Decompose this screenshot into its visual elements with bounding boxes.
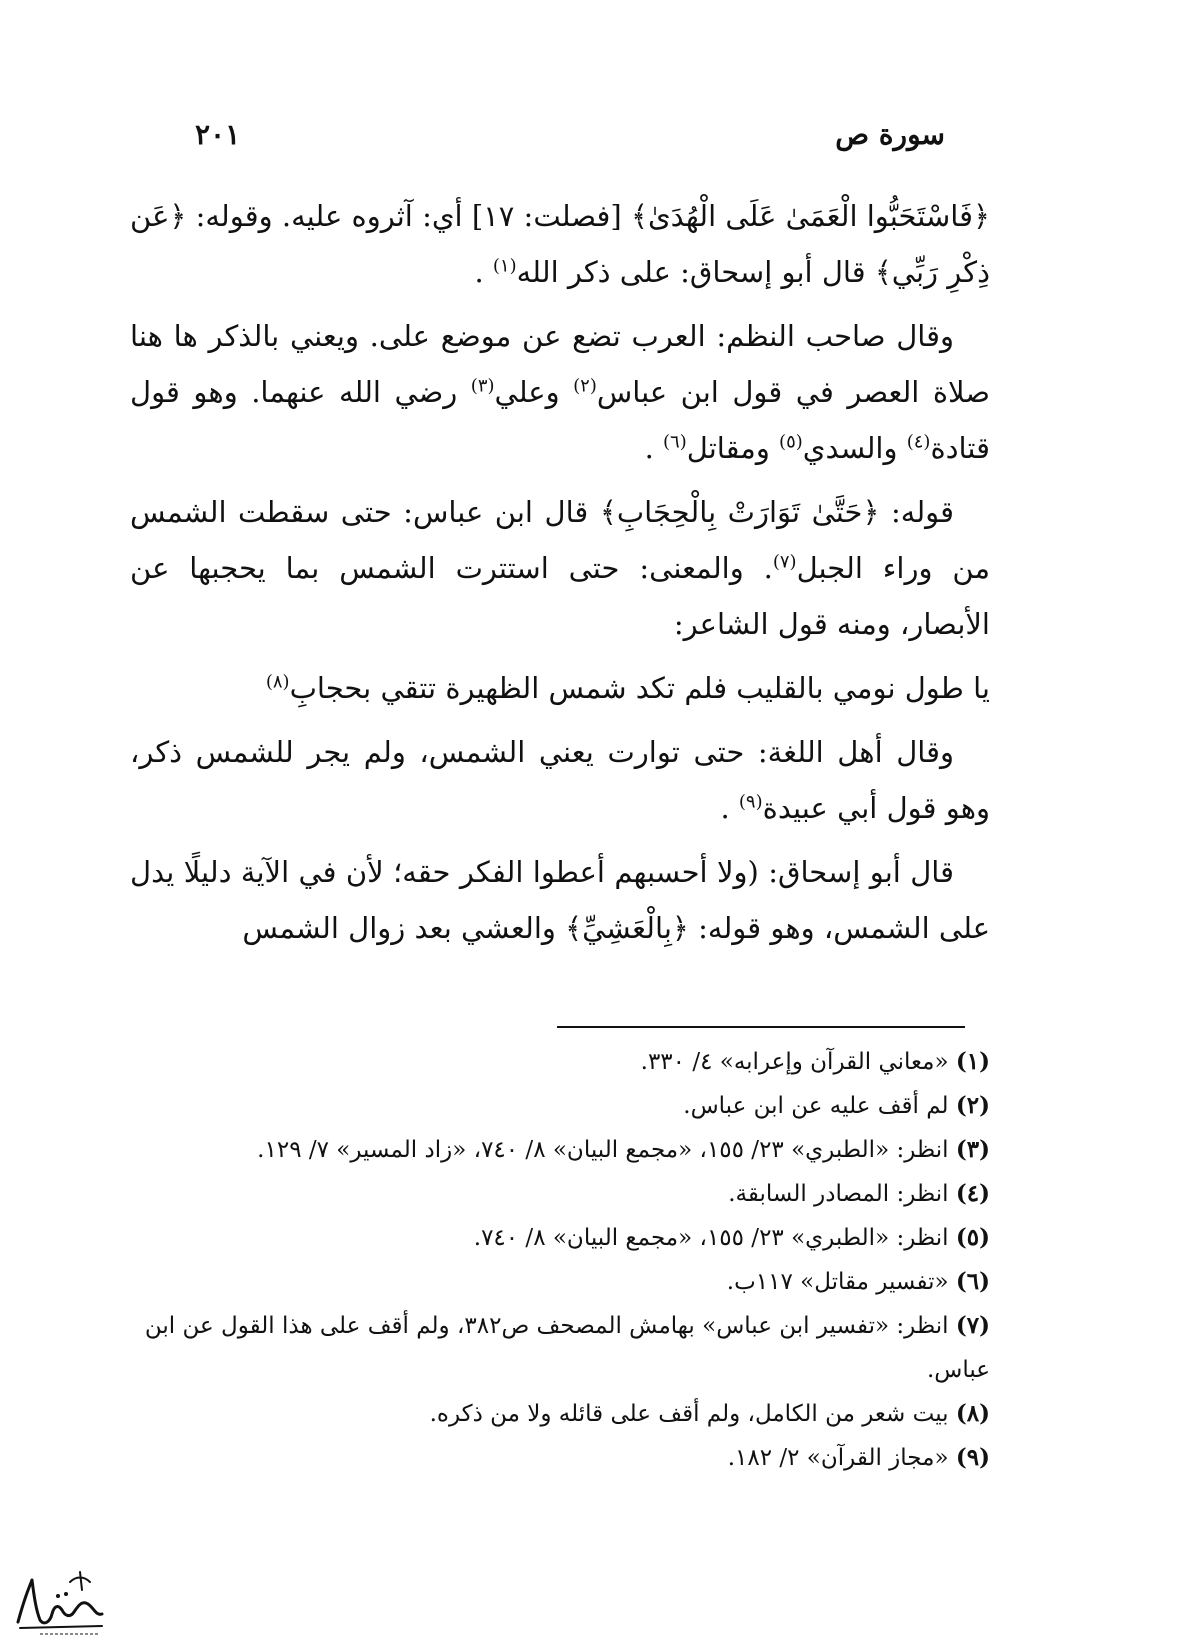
footnote-text: انظر: المصادر السابقة. — [728, 1181, 956, 1207]
footnote — [130, 1436, 990, 1480]
footnote-divider — [557, 1026, 965, 1028]
footnote — [130, 1392, 990, 1436]
footnote-number: (٣) — [955, 1136, 990, 1163]
footnote — [130, 1040, 990, 1084]
paragraph-2-text-b: وعلي — [494, 375, 574, 409]
paragraph-1-end: . — [474, 255, 493, 289]
surah-title: سورة ص — [835, 118, 945, 151]
footnote-ref: (٩) — [738, 791, 763, 813]
footnote-text: بيت شعر من الكامل، ولم أقف على قائله ولا من ذكره. — [429, 1401, 956, 1427]
footnote-text: «تفسير مقاتل» ١١٧ب. — [726, 1269, 956, 1295]
paragraph-2-text-a: وقال صاحب النظم: العرب تضع عن موضع على. ويعني بالذكر ها هنا صلاة العصر في قول ابن عباس — [130, 319, 990, 409]
footnotes — [130, 1040, 990, 1480]
poetry-verse — [130, 660, 990, 716]
paragraph-5-text: قال أبو إسحاق: (ولا أحسبهم أعطوا الفكر حقه؛ لأن في الآية دليلًا يدل على الشمس، وهو قوله: ﴿بِالْعَشِيِّ﴾ والعشي بعد زوال الشمس — [130, 855, 990, 945]
footnote-ref: (٢) — [573, 375, 597, 397]
paragraph-4 — [130, 724, 990, 836]
footnote-ref: (٥) — [779, 431, 803, 453]
footnote — [130, 1304, 990, 1392]
paragraph-2-text-c: رضي الله عنهما. وهو قول قتادة — [130, 375, 990, 465]
paragraph-4-text: وقال أهل اللغة: حتى توارت يعني الشمس، ولم يجر للشمس ذكر، وهو قول أبي عبيدة — [130, 735, 990, 825]
footnote — [130, 1128, 990, 1172]
footnote-number: (٥) — [955, 1224, 990, 1251]
page-number: ٢٠١ — [195, 118, 241, 151]
publisher-logo — [10, 1560, 110, 1640]
footnote-text: «معاني القرآن وإعرابه» ٤/ ٣٣٠. — [640, 1049, 956, 1075]
paragraph-5 — [130, 844, 990, 956]
footnote-ref: (٦) — [663, 431, 687, 453]
footnote — [130, 1216, 990, 1260]
footnote-text: انظر: «الطبري» ٢٣/ ١٥٥، «مجمع البيان» ٨/ ٧٤٠، «زاد المسير» ٧/ ١٢٩. — [257, 1137, 956, 1163]
paragraph-4-end: . — [720, 791, 739, 825]
footnote-number: (٦) — [955, 1268, 990, 1295]
footnote-number: (٤) — [955, 1180, 990, 1207]
footnote-ref: (٣) — [470, 375, 495, 397]
calligraphy-logo-icon — [10, 1560, 110, 1640]
footnote — [130, 1260, 990, 1304]
footnote — [130, 1084, 990, 1128]
footnote-ref: (١) — [492, 255, 517, 277]
footnote — [130, 1172, 990, 1216]
paragraph-2-end: . — [644, 431, 664, 465]
footnote-ref: (٤) — [906, 431, 931, 453]
footnote-text: انظر: «تفسير ابن عباس» بهامش المصحف ص٣٨٢، ولم أقف على هذا القول عن ابن عباس. — [144, 1313, 990, 1383]
footnote-number: (١) — [955, 1048, 990, 1075]
footnote-text: انظر: «الطبري» ٢٣/ ١٥٥، «مجمع البيان» ٨/ ٧٤٠. — [473, 1225, 956, 1251]
verse-text: يا طول نومي بالقليب فلم تكد شمس الظهيرة تتقي بحجابِ — [289, 671, 990, 705]
footnote-text: لم أقف عليه عن ابن عباس. — [683, 1093, 956, 1119]
paragraph-3-text-b: . والمعنى: حتى استترت الشمس بما يحجبها عن الأبصار، ومنه قول الشاعر: — [130, 551, 990, 641]
footnote-number: (٨) — [955, 1400, 990, 1427]
footnote-text: «مجاز القرآن» ٢/ ١٨٢. — [727, 1445, 956, 1471]
footnote-number: (٩) — [955, 1444, 990, 1471]
footnote-number: (٢) — [955, 1092, 990, 1119]
main-text — [130, 188, 990, 964]
paragraph-2 — [130, 308, 990, 476]
paragraph-2-text-e: ومقاتل — [686, 431, 780, 465]
paragraph-1 — [130, 188, 990, 300]
footnote-ref: (٨) — [265, 671, 290, 693]
footnote-number: (٧) — [955, 1312, 990, 1339]
footnote-ref: (٧) — [772, 551, 797, 573]
paragraph-2-text-d: والسدي — [802, 431, 907, 465]
paragraph-3-text-a: قوله: ﴿حَتَّىٰ تَوَارَتْ بِالْحِجَابِ﴾ قال ابن عباس: حتى سقطت الشمس من وراء الجبل — [130, 495, 990, 585]
paragraph-3 — [130, 484, 990, 652]
page-header — [195, 118, 945, 158]
paragraph-1-text: ﴿فَاسْتَحَبُّوا الْعَمَىٰ عَلَى الْهُدَىٰ﴾ [فصلت: ١٧] أي: آثروه عليه. وقوله: ﴿عَن ذِكْرِ رَبِّي﴾ قال أبو إسحاق: على ذكر الله — [130, 199, 990, 289]
